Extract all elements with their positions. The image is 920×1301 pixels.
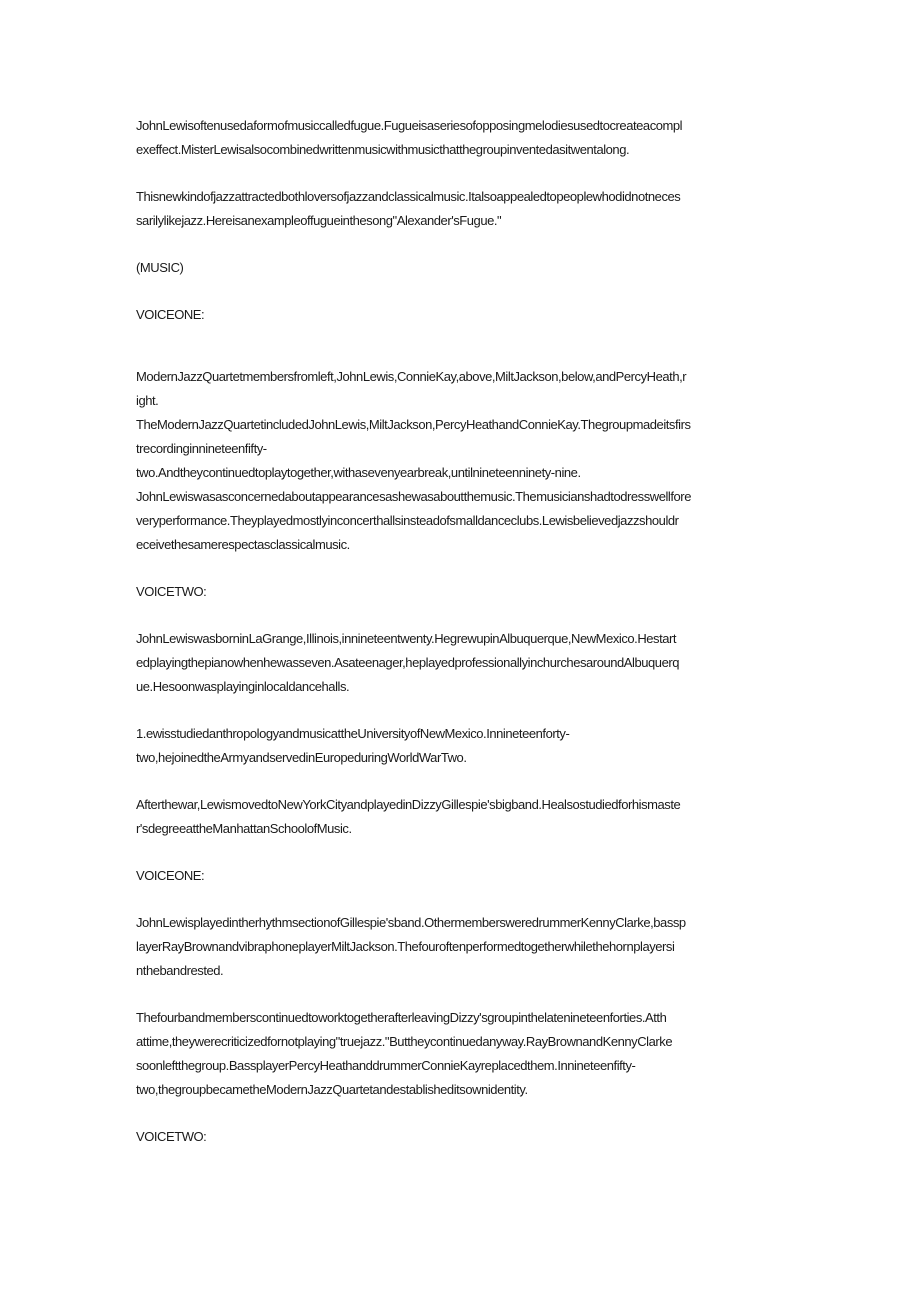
document-body	[136, 114, 786, 1149]
paragraph-rhythm-section	[136, 911, 786, 983]
text-line: veryperformance.Theyplayedmostlyinconcerthallsinsteadofsmalldanceclubs.Lewisbelievedjazzshouldr	[136, 513, 679, 528]
music-cue	[136, 256, 786, 280]
text-line: nthebandrested.	[136, 963, 224, 978]
paragraph-new-jazz	[136, 185, 786, 233]
text-line: sarilylikejazz.Hereisanexampleoffugueinthesong"Alexander'sFugue."	[136, 213, 502, 228]
speaker-label-voice-one	[136, 303, 786, 327]
text-line: ModernJazzQuartetmembersfromleft,JohnLewis,ConnieKay,above,MiltJackson,below,andPercyHeath,r	[136, 369, 687, 384]
speaker-label-voice-two	[136, 580, 786, 604]
text-line: Afterthewar,LewismovedtoNewYorkCityandplayedinDizzyGillespie'sbigband.Healsostudiedforhismaste	[136, 797, 681, 812]
text-line: JohnLewiswasborninLaGrange,Illinois,innineteentwenty.HegrewupinAlbuquerque,NewMexico.Hestart	[136, 631, 677, 646]
text-line: two,thegroupbecametheModernJazzQuartetandestablisheditsownidentity.	[136, 1082, 528, 1097]
paragraph-after-war	[136, 793, 786, 841]
text-line: r'sdegreeattheManhattanSchoolofMusic.	[136, 821, 352, 836]
text-line: two.Andtheycontinuedtoplaytogether,withasevenyearbreak,untilnineteenninety-nine.	[136, 465, 581, 480]
text-line: two,hejoinedtheArmyandservedinEuropeduringWorldWarTwo.	[136, 750, 467, 765]
paragraph-quartet-members	[136, 365, 786, 557]
text-line: soonleftthegroup.BassplayerPercyHeathanddrummerConnieKayreplacedthem.Innineteenfifty-	[136, 1058, 636, 1073]
text-line: ue.Hesoonwasplayinginlocaldancehalls.	[136, 679, 350, 694]
paragraph-education	[136, 722, 786, 770]
text-line: VOICEONE:	[136, 307, 205, 322]
text-line: edplayingthepianowhenhewasseven.Asateenager,heplayedprofessionallyinchurchesaroundAlbuquerq	[136, 655, 680, 670]
text-line: VOICEONE:	[136, 868, 205, 883]
speaker-label-voice-two	[136, 1125, 786, 1149]
text-line: TheModernJazzQuartetincludedJohnLewis,MiltJackson,PercyHeathandConnieKay.Thegroupmadeitsfirs	[136, 417, 691, 432]
text-line: trecordinginnineteenfifty-	[136, 441, 267, 456]
text-line: layerRayBrownandvibraphoneplayerMiltJackson.Thefouroftenperformedtogetherwhilethehornplayersi	[136, 939, 675, 954]
text-line: ThefourbandmemberscontinuedtoworktogetherafterleavingDizzy'sgroupinthelatenineteenforties.Atth	[136, 1010, 667, 1025]
text-line: 1.ewisstudiedanthropologyandmusicattheUniversityofNewMexico.Innineteenforty-	[136, 726, 570, 741]
text-line: Thisnewkindofjazzattractedbothloversofjazzandclassicalmusic.Italsoappealedtopeoplewhodidnotneces	[136, 189, 681, 204]
text-line: exeffect.MisterLewisalsocombinedwrittenmusicwithmusicthatthegroupinventedasitwentalong.	[136, 142, 630, 157]
paragraph-early-life	[136, 627, 786, 699]
paragraph-band-formation	[136, 1006, 786, 1102]
text-line: ight.	[136, 393, 159, 408]
text-line: JohnLewisoftenusedaformofmusiccalledfugue.Fugueisaseriesofopposingmelodiesusedtocreateacompl	[136, 118, 683, 133]
text-line: VOICETWO:	[136, 1129, 207, 1144]
text-line: JohnLewisplayedintherhythmsectionofGillespie'sband.OthermembersweredrummerKennyClarke,bassp	[136, 915, 686, 930]
text-line: attime,theywerecriticizedfornotplaying"truejazz."Buttheycontinuedanyway.RayBrownandKennyClarke	[136, 1034, 673, 1049]
speaker-label-voice-one	[136, 864, 786, 888]
text-line: (MUSIC)	[136, 260, 184, 275]
paragraph-fugue-intro	[136, 114, 786, 162]
text-line: JohnLewiswasasconcernedaboutappearancesashewasaboutthemusic.Themusicianshadtodresswellfore	[136, 489, 691, 504]
text-line: VOICETWO:	[136, 584, 207, 599]
text-line: eceivethesamerespectasclassicalmusic.	[136, 537, 350, 552]
